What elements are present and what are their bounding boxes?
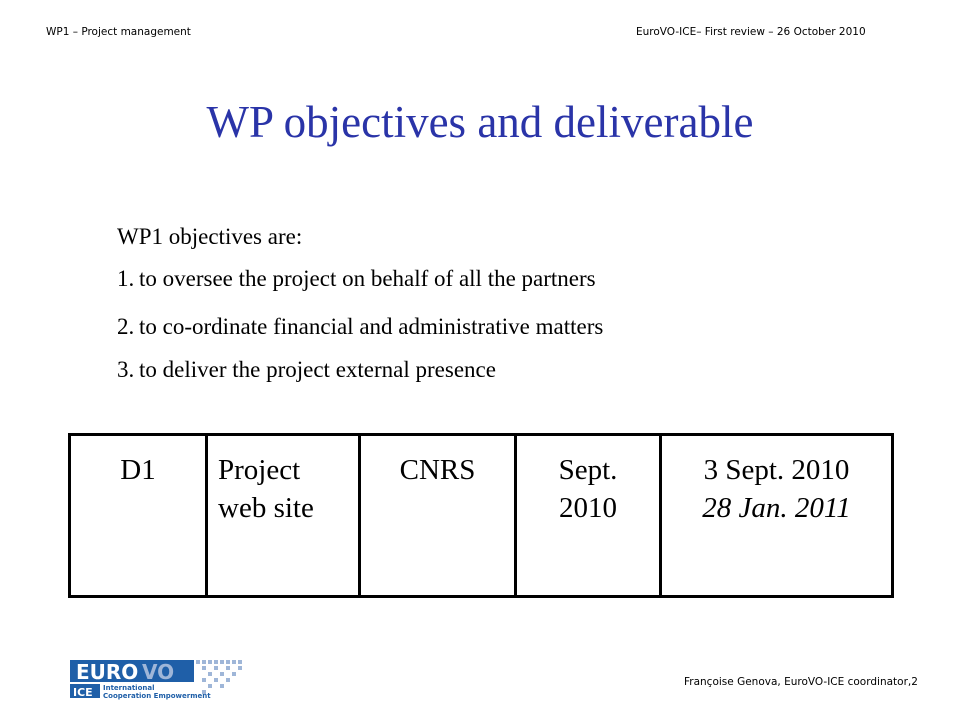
logo-word-vo: VO: [142, 660, 175, 684]
planned-date-cell: [516, 435, 661, 597]
planned-date-line1: Sept.: [558, 454, 618, 486]
actual-date-2: 28 Jan. 2011: [702, 492, 851, 524]
objective-number: 2.: [117, 314, 135, 339]
deliverable-name-line2: web site: [218, 492, 314, 524]
objective-text: to co-ordinate financial and administrative matters: [139, 314, 604, 339]
planned-date-line2: 2010: [559, 492, 617, 524]
objective-text: to deliver the project external presence: [139, 357, 496, 382]
actual-date-cell: [661, 435, 893, 597]
objective-number: 1.: [117, 266, 135, 291]
eurovo-ice-logo: [68, 658, 246, 700]
header-left: WP1 – Project management: [46, 26, 191, 38]
objective-item: [117, 266, 596, 292]
logo-word-euro: EURO: [76, 660, 139, 684]
deliverable-name-cell: [207, 435, 360, 597]
logo-line-1: International: [103, 684, 155, 692]
table-row: [70, 435, 893, 597]
deliverable-id-cell: [70, 435, 207, 597]
logo-word-ice: ICE: [73, 686, 93, 699]
objective-item: [117, 357, 496, 383]
objective-number: 3.: [117, 357, 135, 382]
deliverable-id: D1: [120, 454, 156, 486]
slide-title: WP objectives and deliverable: [206, 97, 754, 147]
header-right: EuroVO-ICE– First review – 26 October 2010: [636, 26, 866, 38]
objectives-intro: WP1 objectives are:: [117, 224, 303, 249]
partner: CNRS: [399, 454, 476, 486]
deliverable-name-line1: Project: [218, 454, 301, 486]
deliverable-table: [68, 433, 894, 598]
actual-date-1: 3 Sept. 2010: [703, 454, 850, 486]
objective-text: to oversee the project on behalf of all the partners: [139, 266, 596, 291]
partner-cell: [360, 435, 516, 597]
logo-line-2: Cooperation Empowerment: [103, 692, 211, 700]
footer-credit: Françoise Genova, EuroVO-ICE coordinator,2: [684, 676, 918, 688]
objective-item: [117, 314, 604, 340]
